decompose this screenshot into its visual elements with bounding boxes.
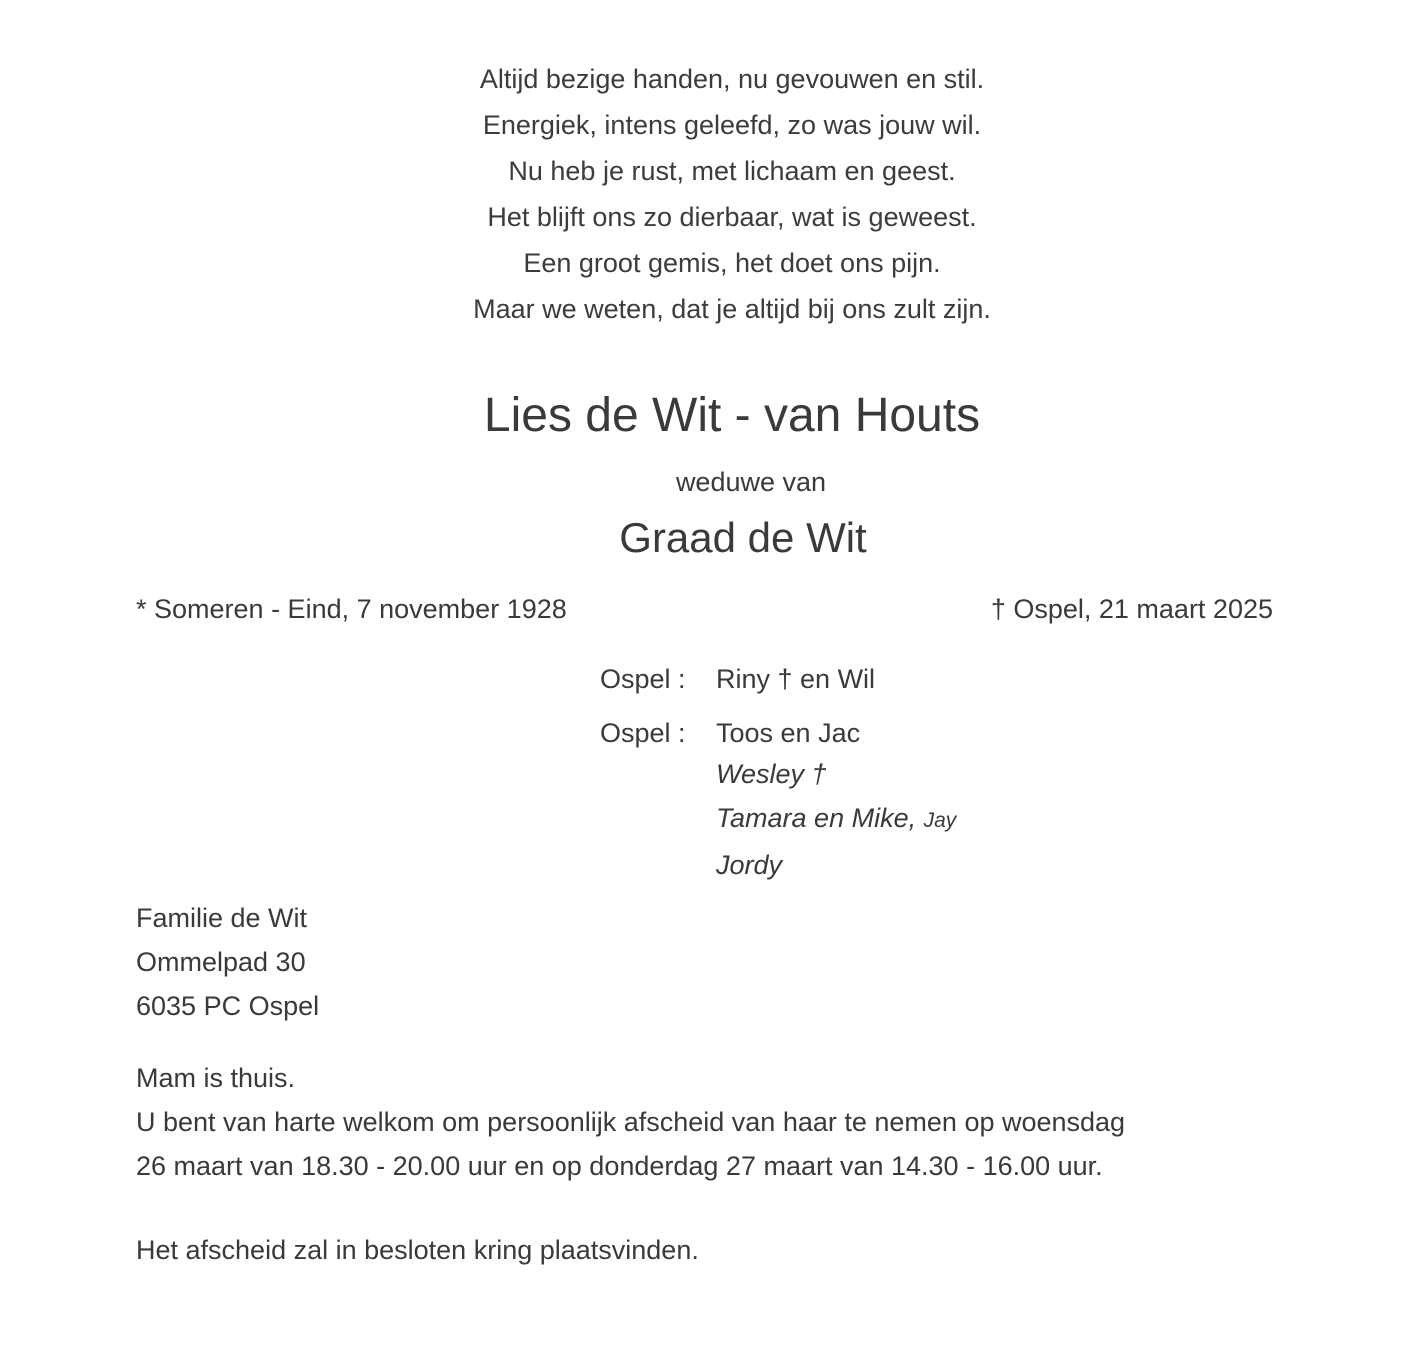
notice-line: Mam is thuis. bbox=[136, 1063, 296, 1093]
family-group bbox=[600, 660, 956, 698]
address-line: Familie de Wit bbox=[136, 903, 308, 933]
correspondence-address bbox=[136, 896, 319, 1028]
birth-info: * Someren - Eind, 7 november 1928 bbox=[136, 594, 567, 624]
grandchild-name: Tamara en Mike, bbox=[716, 803, 917, 833]
poem-line: Het blijft ons zo dierbaar, wat is geweest. bbox=[487, 202, 977, 232]
family-place: Ospel : bbox=[600, 718, 686, 748]
notice-line: 26 maart van 18.30 - 20.00 uur en op donderdag 27 maart van 14.30 - 16.00 uur. bbox=[136, 1151, 1103, 1181]
deceased-name: Lies de Wit - van Houts bbox=[483, 389, 981, 442]
closing-statement: Het afscheid zal in besloten kring plaatsvinden. bbox=[136, 1235, 699, 1265]
family-group bbox=[600, 714, 956, 887]
poem bbox=[0, 56, 1411, 332]
address-line: 6035 PC Ospel bbox=[136, 991, 320, 1021]
widow-of-label: weduwe van bbox=[675, 467, 827, 497]
family-member: Toos en Jac bbox=[716, 718, 861, 748]
grandchild-name: Wesley † bbox=[716, 759, 827, 789]
poem-line: Een groot gemis, het doet ons pijn. bbox=[523, 248, 941, 278]
notice-line: U bent van harte welkom om persoonlijk afscheid van haar te nemen op woensdag bbox=[136, 1107, 1126, 1137]
poem-line: Maar we weten, dat je altijd bij ons zult zijn. bbox=[473, 294, 991, 324]
family-names bbox=[716, 714, 956, 887]
family-names bbox=[716, 660, 956, 698]
grandchild-name: Jordy bbox=[716, 850, 783, 880]
visitation-notice bbox=[136, 1056, 1286, 1188]
grandchild bbox=[716, 752, 956, 796]
poem-line: Energiek, intens geleefd, zo was jouw wil. bbox=[482, 110, 982, 140]
address-line: Ommelpad 30 bbox=[136, 947, 306, 977]
grandchild bbox=[716, 843, 956, 887]
poem-line: Altijd bezige handen, nu gevouwen en stil. bbox=[479, 64, 985, 94]
family-list bbox=[600, 660, 956, 903]
grandchild bbox=[716, 796, 956, 843]
family-member: Riny † en Wil bbox=[716, 664, 876, 694]
family-place: Ospel : bbox=[600, 664, 686, 694]
death-info: † Ospel, 21 maart 2025 bbox=[990, 594, 1273, 624]
poem-line: Nu heb je rust, met lichaam en geest. bbox=[508, 156, 956, 186]
great-grandchild-name: Jay bbox=[923, 809, 957, 832]
spouse-name: Graad de Wit bbox=[619, 514, 867, 561]
